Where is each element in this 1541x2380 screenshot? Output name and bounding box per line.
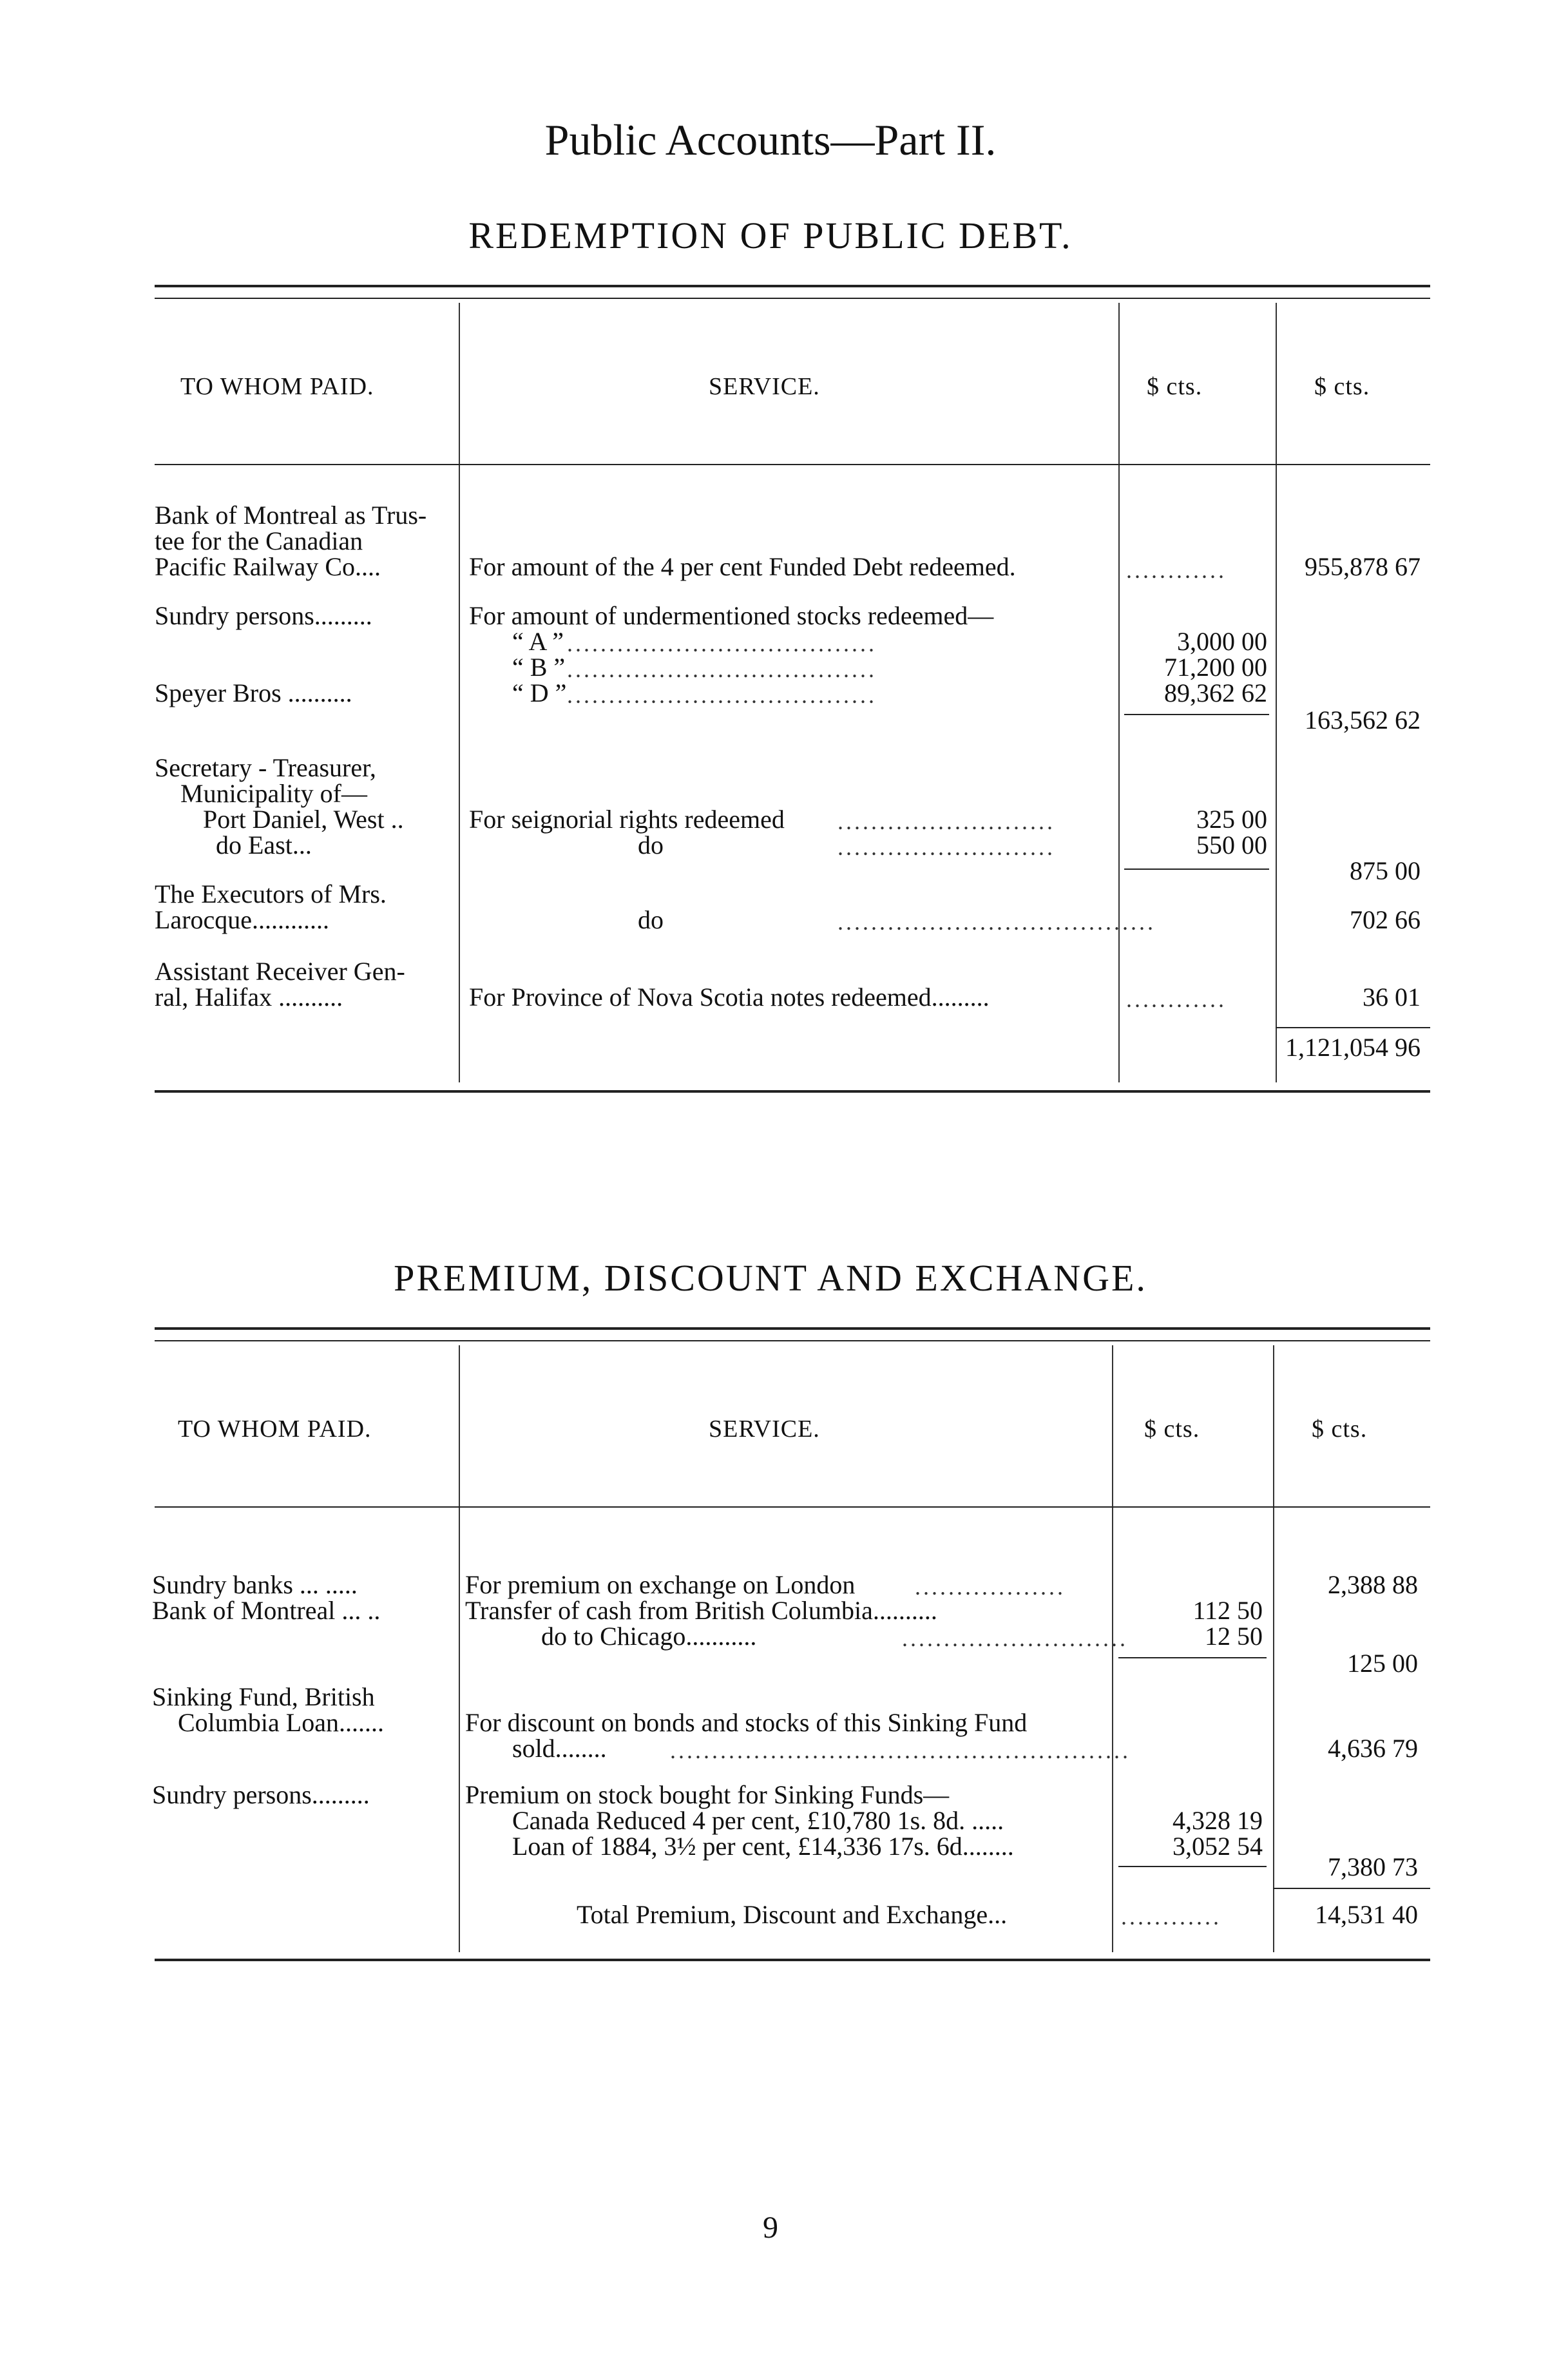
- payee-line: Larocque............: [155, 905, 330, 934]
- premium-header-rule: [155, 1506, 1430, 1508]
- grand-total-rule: [1273, 1888, 1430, 1889]
- premium-bottom-rule: [155, 1959, 1430, 1961]
- payee-sundry-persons: Sundry persons.........: [155, 601, 372, 630]
- line-amount: 112 50: [1192, 1596, 1263, 1625]
- service-text: For discount on bonds and stocks of this Sinking Fund: [465, 1708, 1028, 1737]
- redemption-top-rule: [155, 285, 1430, 287]
- row-total: 7,380 73: [1328, 1852, 1418, 1881]
- line-amount: 325 00: [1196, 805, 1267, 834]
- leader-dots: .....................................: [567, 682, 877, 708]
- row-total: 702 66: [1350, 905, 1421, 934]
- payee-line: Municipality of—: [180, 779, 367, 808]
- service-text: Premium on stock bought for Sinking Funds—: [465, 1780, 950, 1809]
- leader-dots: ...........................: [902, 1626, 1128, 1651]
- payee-line: Sundry banks ... .....: [152, 1570, 358, 1599]
- leader-dots: ..........................: [838, 809, 1055, 834]
- stock-amount: 4,328 19: [1172, 1806, 1263, 1835]
- premium-section-title: PREMIUM, DISCOUNT AND EXCHANGE.: [394, 1257, 1147, 1299]
- redemption-bottom-rule: [155, 1090, 1430, 1093]
- stock-label: Canada Reduced 4 per cent, £10,780 1s. 8d. .....: [512, 1806, 1004, 1835]
- header-dollars-cents-2: $ cts.: [1312, 1416, 1368, 1443]
- row-total: 4,636 79: [1328, 1734, 1418, 1763]
- stock-amount: 3,052 54: [1172, 1832, 1263, 1861]
- payee-line: Pacific Railway Co....: [155, 552, 381, 581]
- leader-dots: ............: [1121, 1904, 1221, 1930]
- premium-top-rule: [155, 1327, 1430, 1330]
- stock-amount: 3,000 00: [1177, 627, 1267, 656]
- service-text: For amount of the 4 per cent Funded Debt redeemed.: [469, 552, 1016, 581]
- service-text: do to Chicago...........: [541, 1622, 757, 1651]
- service-text: do: [638, 905, 664, 934]
- leader-dots: .......................................................: [670, 1738, 1131, 1763]
- service-text: For amount of undermentioned stocks redeemed—: [469, 601, 994, 630]
- line-amount: 550 00: [1196, 830, 1267, 859]
- page-title: Public Accounts—Part II.: [544, 115, 997, 164]
- header-to-whom-paid: TO WHOM PAID.: [180, 373, 374, 400]
- payee-speyer-bros: Speyer Bros ..........: [155, 678, 352, 707]
- payee-line: ral, Halifax ..........: [155, 983, 343, 1012]
- service-text: For Province of Nova Scotia notes redeemed.........: [469, 983, 990, 1012]
- payee-line: tee for the Canadian: [155, 526, 363, 555]
- line-amount: 12 50: [1205, 1622, 1263, 1651]
- stock-amount: 71,200 00: [1164, 653, 1267, 682]
- header-service: SERVICE.: [709, 373, 820, 400]
- subtotal-rule: [1124, 869, 1269, 870]
- row-total: 163,562 62: [1305, 705, 1421, 734]
- row-total: 125 00: [1347, 1649, 1418, 1678]
- payee-line: Bank of Montreal ... ..: [152, 1596, 381, 1625]
- service-text: do: [638, 830, 664, 859]
- row-total: 2,388 88: [1328, 1570, 1418, 1599]
- total-premium-label: Total Premium, Discount and Exchange...: [577, 1900, 1008, 1929]
- stock-label: Loan of 1884, 3½ per cent, £14,336 17s. 6d........: [512, 1832, 1014, 1861]
- stock-amount: 89,362 62: [1164, 678, 1267, 707]
- service-text: For seignorial rights redeemed: [469, 805, 785, 834]
- payee-line: The Executors of Mrs.: [155, 879, 387, 908]
- row-total: 875 00: [1350, 856, 1421, 885]
- row-total: 36 01: [1363, 983, 1421, 1012]
- premium-grand-total: 14,531 40: [1315, 1900, 1418, 1929]
- redemption-section-title: REDEMPTION OF PUBLIC DEBT.: [468, 215, 1073, 256]
- payee-line: Bank of Montreal as Trus-: [155, 501, 427, 530]
- payee-line: Secretary - Treasurer,: [155, 753, 376, 782]
- stock-label: “ D ”: [512, 678, 567, 707]
- page-number: 9: [763, 2211, 778, 2245]
- header-service: SERVICE.: [709, 1416, 820, 1443]
- row-total: 955,878 67: [1305, 552, 1421, 581]
- grand-total-rule: [1276, 1027, 1430, 1028]
- subtotal-rule: [1124, 714, 1269, 715]
- leader-dots: ..........................: [838, 834, 1055, 860]
- premium-divider-3: [1273, 1345, 1274, 1952]
- leader-dots: ............: [1126, 557, 1227, 583]
- redemption-divider-3: [1276, 303, 1277, 1082]
- redemption-divider-1: [459, 303, 460, 1082]
- header-dollars-cents-2: $ cts.: [1314, 373, 1370, 400]
- payee-line: do East...: [216, 830, 312, 859]
- header-dollars-cents-1: $ cts.: [1147, 373, 1203, 400]
- redemption-header-rule: [155, 464, 1430, 465]
- service-text: Transfer of cash from British Columbia..........: [465, 1596, 937, 1625]
- subtotal-rule: [1118, 1866, 1267, 1867]
- service-text: sold........: [512, 1734, 607, 1763]
- redemption-divider-2: [1118, 303, 1120, 1082]
- leader-dots: .....................................: [567, 657, 877, 682]
- subtotal-rule: [1118, 1657, 1267, 1658]
- leader-dots: ............: [1126, 986, 1227, 1012]
- leader-dots: .....................................: [567, 631, 877, 657]
- header-to-whom-paid: TO WHOM PAID.: [178, 1416, 372, 1443]
- premium-top-rule-2: [155, 1340, 1430, 1341]
- payee-line: Columbia Loan.......: [178, 1708, 384, 1737]
- redemption-grand-total: 1,121,054 96: [1285, 1033, 1421, 1062]
- leader-dots: ......................................: [838, 909, 1156, 935]
- stock-label: “ B ”: [512, 653, 566, 682]
- header-dollars-cents-1: $ cts.: [1144, 1416, 1200, 1443]
- payee-line: Sinking Fund, British: [152, 1682, 375, 1711]
- stock-label: “ A ”: [512, 627, 564, 656]
- payee-line: Port Daniel, West ..: [203, 805, 404, 834]
- leader-dots: ..................: [915, 1574, 1066, 1600]
- redemption-top-rule-2: [155, 298, 1430, 299]
- service-text: For premium on exchange on London: [465, 1570, 856, 1599]
- payee-line: Assistant Receiver Gen-: [155, 957, 405, 986]
- premium-divider-1: [459, 1345, 460, 1952]
- payee-line: Sundry persons.........: [152, 1780, 370, 1809]
